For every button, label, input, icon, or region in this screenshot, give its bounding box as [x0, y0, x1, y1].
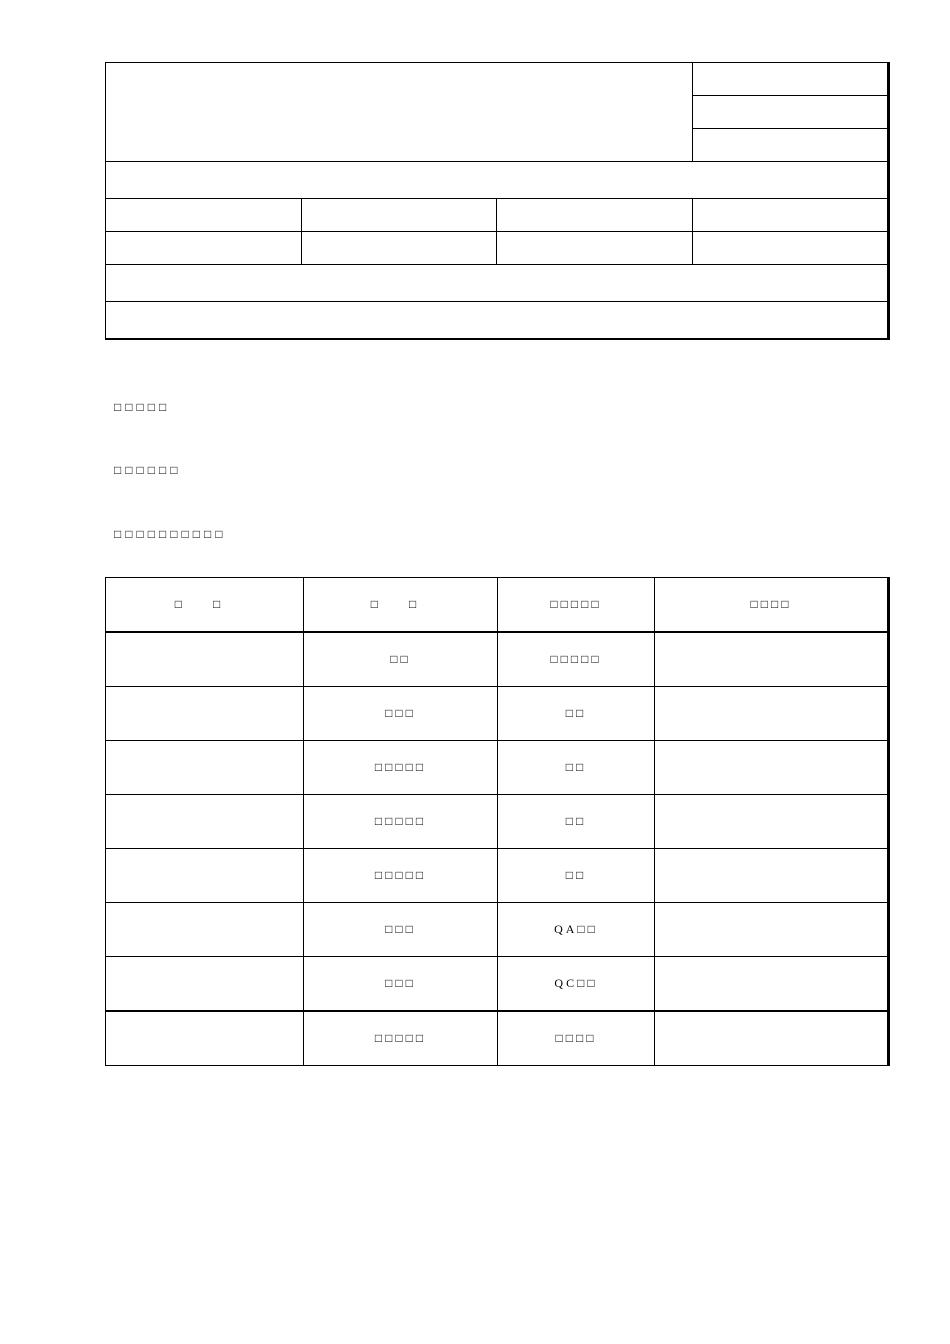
wide-field-cell-2	[106, 265, 889, 302]
signature-cell	[106, 903, 304, 957]
header-cell-2: □ □	[304, 578, 498, 633]
header-form-table	[105, 62, 890, 340]
table-row	[106, 849, 889, 903]
field-cell-r2c1	[106, 232, 302, 265]
date-cell	[655, 687, 889, 741]
role-cell: □□□□□	[304, 741, 498, 795]
department-cell: QC□□	[498, 957, 655, 1012]
table-row	[106, 957, 889, 1012]
signature-cell	[106, 741, 304, 795]
field-cell-r2c3	[497, 232, 693, 265]
document-title-cell	[106, 63, 693, 162]
role-cell: □□□	[304, 957, 498, 1012]
header-cell-1: □ □	[106, 578, 304, 633]
date-cell	[655, 632, 889, 687]
table-row	[106, 632, 889, 687]
table-header-row	[106, 578, 889, 633]
role-cell: □□□□□	[304, 849, 498, 903]
field-cell-r1c1	[106, 199, 302, 232]
table-row	[106, 795, 889, 849]
signature-cell	[106, 849, 304, 903]
department-cell: □□	[498, 687, 655, 741]
role-cell: □□□	[304, 903, 498, 957]
doc-info-cell-3	[693, 129, 889, 162]
table-row	[106, 1011, 889, 1066]
date-cell	[655, 903, 889, 957]
role-cell: □□□□□	[304, 1011, 498, 1066]
table-row	[106, 687, 889, 741]
doc-info-cell-2	[693, 96, 889, 129]
header-cell-3: □□□□□	[498, 578, 655, 633]
department-cell: QA□□	[498, 903, 655, 957]
header-cell-4: □□□□	[655, 578, 889, 633]
department-cell: □□	[498, 741, 655, 795]
table-row	[106, 741, 889, 795]
field-cell-r1c3	[497, 199, 693, 232]
date-cell	[655, 1011, 889, 1066]
signature-cell	[106, 687, 304, 741]
wide-field-cell-1	[106, 162, 889, 199]
date-cell	[655, 849, 889, 903]
field-cell-r1c4	[693, 199, 889, 232]
department-cell: □□	[498, 849, 655, 903]
signoff-table	[105, 577, 890, 1066]
role-cell: □□	[304, 632, 498, 687]
role-cell: □□□	[304, 687, 498, 741]
text-line-1: □□□□□	[114, 400, 171, 414]
department-cell: □□□□□	[498, 632, 655, 687]
department-cell: □□	[498, 795, 655, 849]
wide-field-cell-3	[106, 302, 889, 340]
signature-cell	[106, 957, 304, 1012]
table-row	[106, 903, 889, 957]
doc-info-cell-1	[693, 63, 889, 96]
signature-cell	[106, 1011, 304, 1066]
field-cell-r1c2	[302, 199, 497, 232]
signature-cell	[106, 795, 304, 849]
date-cell	[655, 957, 889, 1012]
text-line-3: □□□□□□□□□□	[114, 527, 227, 541]
department-cell: □□□□	[498, 1011, 655, 1066]
field-cell-r2c4	[693, 232, 889, 265]
role-cell: □□□□□	[304, 795, 498, 849]
field-cell-r2c2	[302, 232, 497, 265]
date-cell	[655, 795, 889, 849]
signature-cell	[106, 632, 304, 687]
date-cell	[655, 741, 889, 795]
text-line-2: □□□□□□	[114, 463, 182, 477]
